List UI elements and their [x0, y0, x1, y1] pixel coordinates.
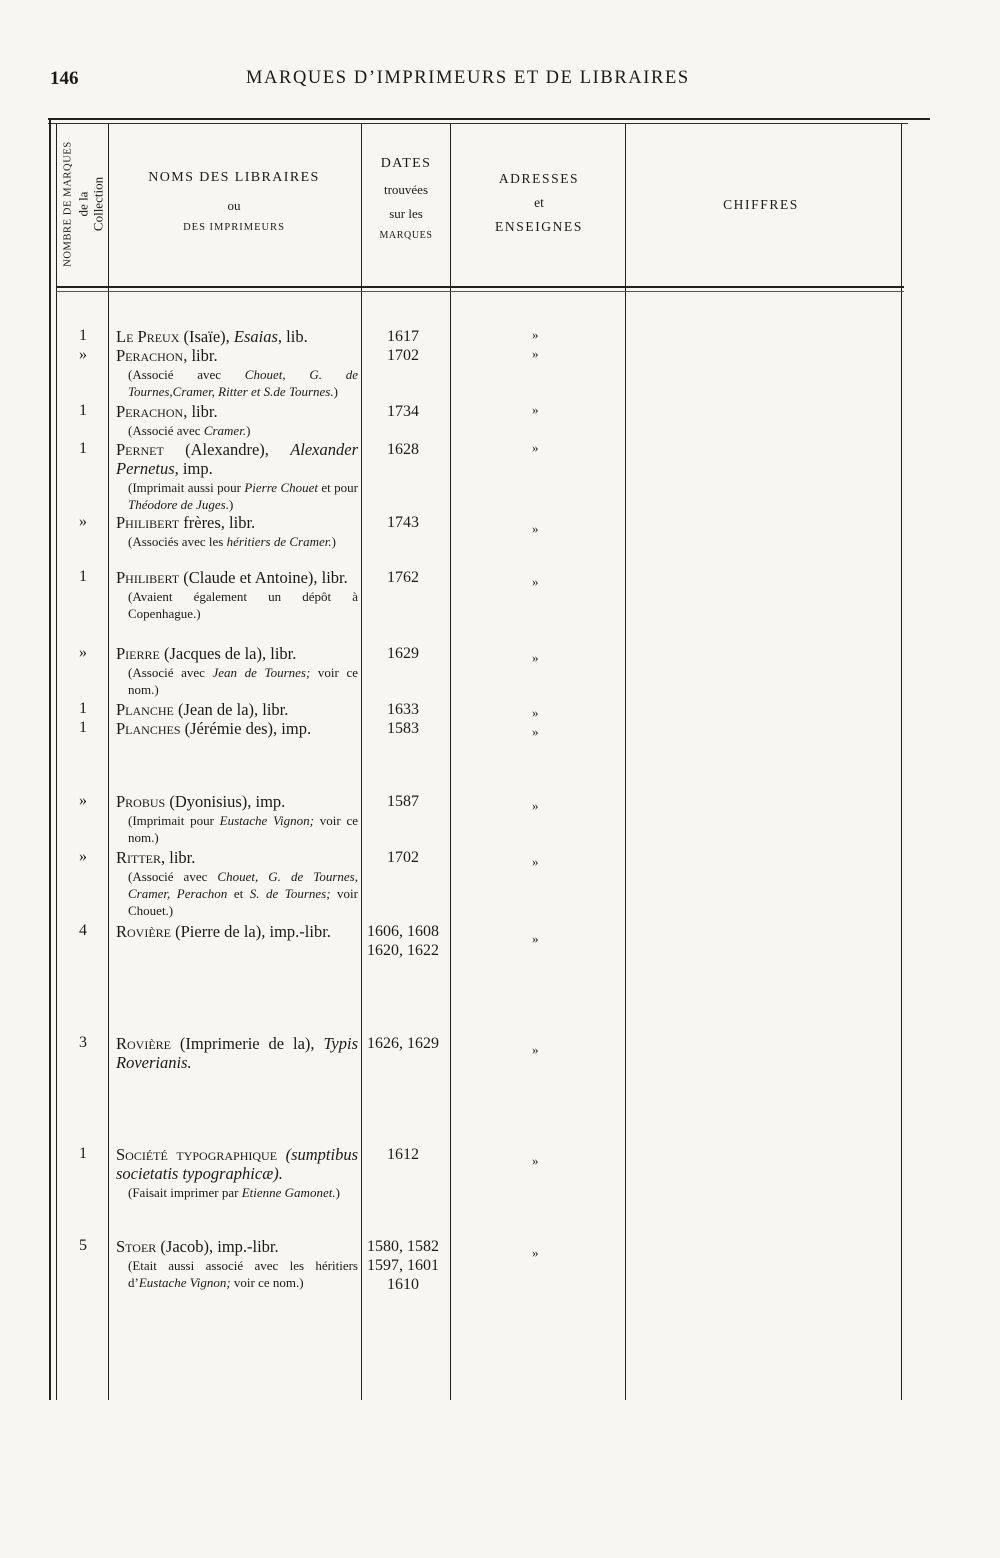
mark-count: 3 — [79, 1034, 87, 1051]
mark-count: » — [79, 346, 87, 363]
note-italic: Jean de Tournes; — [212, 665, 311, 680]
mark-count: 1 — [79, 402, 87, 419]
header-address-column — [456, 171, 622, 235]
address-value: » — [532, 327, 539, 342]
note-italic: Chouet, G. de Tournes, Cramer, Perachon — [128, 869, 358, 901]
address-value: » — [532, 705, 539, 720]
note — [116, 588, 358, 622]
mark-dates: 1612 — [387, 1146, 419, 1163]
printer-name — [116, 792, 358, 846]
note-italic-2: S. de Tournes; — [249, 886, 331, 901]
header-dates-line4: MARQUES — [379, 230, 433, 241]
note-text: (Etait aussi associé avec les héritiers d’ — [128, 1258, 358, 1290]
address-value: » — [532, 798, 539, 813]
printer-name — [116, 346, 358, 400]
printer-name — [116, 700, 358, 719]
column-divider — [450, 124, 451, 1400]
surname: Philibert — [116, 513, 180, 532]
note-end: voir Chouet.) — [128, 886, 359, 918]
note-end: ) — [246, 423, 251, 438]
note-italic: Eustache Vignon; — [138, 1275, 231, 1290]
name-detail: (Pierre de la), imp.-libr. — [171, 922, 331, 941]
note — [116, 533, 358, 550]
mark-dates: 1629 — [387, 645, 419, 662]
name-role: , lib. — [277, 327, 308, 346]
address-value: » — [532, 724, 539, 739]
note-italic: Pierre Chouet — [244, 480, 318, 495]
printer-name — [116, 922, 358, 941]
printer-name — [116, 513, 358, 550]
surname: Planche — [116, 700, 174, 719]
mark-dates: 1583 — [387, 720, 419, 737]
mark-count: » — [79, 792, 87, 809]
surname: Philibert — [116, 568, 180, 587]
header-count-line1: NOMBRE DE MARQUES — [62, 141, 74, 267]
printer-name — [116, 440, 358, 513]
mark-dates — [356, 1237, 450, 1294]
surname: Rovière — [116, 1034, 171, 1053]
header-chiffres-column: CHIFFRES — [723, 197, 799, 212]
surname: Stoer — [116, 1237, 157, 1256]
note-text: (Avaient également un dépôt à Copenhague.) — [128, 589, 358, 621]
mark-count: 1 — [79, 568, 87, 585]
note-end: ) — [331, 534, 336, 549]
header-count-line2: de la — [75, 191, 91, 217]
header-addr-line1: ADRESSES — [498, 171, 580, 186]
mark-dates: 1734 — [387, 403, 419, 420]
header-bottom-rule — [56, 286, 904, 288]
name-detail: (Alexandre), — [163, 440, 291, 459]
note-end: voir ce nom.) — [230, 1275, 304, 1290]
note — [116, 479, 358, 513]
mark-dates: 1762 — [387, 569, 419, 586]
surname: Rovière — [116, 922, 171, 941]
surname: Pierre — [116, 644, 160, 663]
printer-name — [116, 327, 358, 346]
note — [116, 1184, 358, 1201]
note-text: (Associé avec — [128, 665, 213, 680]
note-end: ) — [333, 384, 338, 399]
header-count-column — [60, 124, 106, 284]
name-detail: , libr. — [161, 848, 196, 867]
mark-count: 5 — [79, 1237, 87, 1254]
latin-name: Typis Roverianis. — [116, 1034, 358, 1072]
name-detail: frères, libr. — [179, 513, 256, 532]
note-text: (Associé avec — [128, 367, 245, 382]
name-detail: (Dyonisius), imp. — [165, 792, 286, 811]
note — [116, 868, 358, 919]
surname: Perachon — [116, 402, 184, 421]
note-text: (Imprimait pour — [128, 813, 220, 828]
address-value: » — [532, 650, 539, 665]
latin-name: Esaias — [233, 327, 278, 346]
note-mid: et — [227, 886, 250, 901]
note — [116, 366, 358, 400]
note-text: (Imprimait aussi pour — [128, 480, 245, 495]
note-italic: Chouet, G. de Tournes,Cramer, Ritter et S.de Tournes. — [128, 367, 358, 399]
header-dates-line2: trouvées — [383, 182, 429, 197]
name-detail: (Jérémie des), imp. — [180, 719, 312, 738]
printer-name — [116, 848, 358, 919]
note-mid: et pour — [318, 480, 358, 495]
printer-name — [116, 568, 358, 622]
header-bottom-rule-inner — [56, 291, 904, 292]
dates-line1: 1606, 1608 — [367, 923, 439, 940]
header-names-line1: NOMS DES LIBRAIRES — [148, 170, 320, 185]
note-text: (Associé avec — [128, 869, 218, 884]
mark-dates: 1633 — [387, 701, 419, 718]
latin-name: (sumptibus societatis typographicæ). — [116, 1145, 358, 1183]
mark-count: » — [79, 513, 87, 530]
page-number: 146 — [50, 68, 79, 89]
table-top-rule-inner — [48, 123, 908, 124]
mark-dates: 1743 — [387, 514, 419, 531]
note — [116, 812, 358, 846]
address-value: » — [532, 1042, 539, 1057]
mark-dates: 1587 — [387, 793, 419, 810]
note-italic: Eustache Vignon; — [219, 813, 314, 828]
address-value: » — [532, 521, 539, 536]
mark-count: 1 — [79, 1145, 87, 1162]
surname: Société typographique — [116, 1145, 278, 1164]
header-names-line3: DES IMPRIMEURS — [183, 222, 285, 233]
printer-name — [116, 1237, 358, 1291]
address-value: » — [532, 1245, 539, 1260]
header-addr-line2: et — [534, 195, 544, 210]
note-end: voir ce nom.) — [128, 813, 358, 845]
name-detail: , libr. — [183, 346, 218, 365]
table-left-border — [49, 118, 51, 1400]
mark-count: 4 — [79, 922, 87, 939]
note — [116, 1257, 358, 1291]
dates-line3: 1610 — [387, 1276, 419, 1293]
note-end: voir ce nom.) — [128, 665, 358, 697]
surname: Pernet — [116, 440, 164, 459]
note-end: ) — [335, 1185, 340, 1200]
dates-line2: 1620, 1622 — [367, 942, 439, 959]
name-detail: (Imprimerie de la), — [171, 1034, 324, 1053]
address-value: » — [532, 402, 539, 417]
address-value: » — [532, 574, 539, 589]
name-detail: (Jacques de la), libr. — [159, 644, 297, 663]
surname: Perachon — [116, 346, 184, 365]
note-italic: Etienne Gamonet. — [241, 1185, 336, 1200]
column-divider — [361, 124, 362, 1400]
name-detail: (Jacob), imp.-libr. — [156, 1237, 279, 1256]
table-left-border-inner — [56, 124, 57, 1400]
column-divider — [108, 124, 109, 1400]
name-role: , imp. — [174, 459, 213, 478]
note-text: (Faisait imprimer par — [128, 1185, 242, 1200]
header-names-column — [112, 170, 356, 233]
mark-dates: 1628 — [387, 441, 419, 458]
note-text: (Associés avec les — [128, 534, 227, 549]
mark-dates — [356, 922, 450, 960]
mark-dates: 1626, 1629 — [367, 1035, 439, 1052]
name-detail: (Claude et Antoine), libr. — [179, 568, 348, 587]
mark-dates: 1702 — [387, 849, 419, 866]
note-text: (Associé avec — [128, 423, 204, 438]
printer-name — [116, 644, 358, 698]
mark-count: 1 — [79, 719, 87, 736]
table-top-rule — [48, 118, 930, 120]
mark-count: » — [79, 848, 87, 865]
address-value: » — [532, 854, 539, 869]
printer-name — [116, 1145, 358, 1201]
mark-dates: 1617 — [387, 328, 419, 345]
header-dates-line1: DATES — [380, 156, 432, 171]
mark-count: 1 — [79, 327, 87, 344]
note-end: ) — [228, 497, 234, 512]
address-value: » — [532, 931, 539, 946]
running-title: MARQUES D’IMPRIMEURS ET DE LIBRAIRES — [246, 68, 690, 88]
surname: Planches — [116, 719, 181, 738]
printer-name — [116, 719, 358, 738]
column-divider — [625, 124, 626, 1400]
note — [116, 422, 358, 439]
mark-count: 1 — [79, 440, 87, 457]
address-value: » — [532, 440, 539, 455]
header-addr-line3: ENSEIGNES — [495, 219, 583, 234]
address-value: » — [532, 1153, 539, 1168]
latin-name: Alexander Pernetus — [116, 440, 358, 478]
mark-count: 1 — [79, 700, 87, 717]
header-dates-line3: sur les — [389, 206, 423, 221]
table-right-border — [901, 124, 902, 1400]
note-italic-2: Théodore de Juges. — [128, 497, 229, 512]
header-dates-column — [364, 156, 448, 241]
address-value: » — [532, 346, 539, 361]
name-detail — [277, 1145, 286, 1164]
mark-count: » — [79, 644, 87, 661]
surname: Probus — [116, 792, 166, 811]
note-italic: Cramer. — [203, 423, 247, 438]
mark-dates: 1702 — [387, 347, 419, 364]
name-detail: (Isaïe), — [179, 327, 234, 346]
note-italic: héritiers de Cramer. — [226, 534, 332, 549]
header-count-line3: Collection — [90, 176, 106, 232]
dates-line1: 1580, 1582 — [367, 1238, 439, 1255]
name-detail: , libr. — [183, 402, 218, 421]
surname: Ritter — [116, 848, 161, 867]
printer-name — [116, 402, 358, 439]
dates-line2: 1597, 1601 — [367, 1257, 439, 1274]
header-names-line2: ou — [227, 198, 241, 213]
surname: Le Preux — [116, 327, 180, 346]
note — [116, 664, 358, 698]
name-detail: (Jean de la), libr. — [173, 700, 289, 719]
printer-name — [116, 1034, 358, 1072]
